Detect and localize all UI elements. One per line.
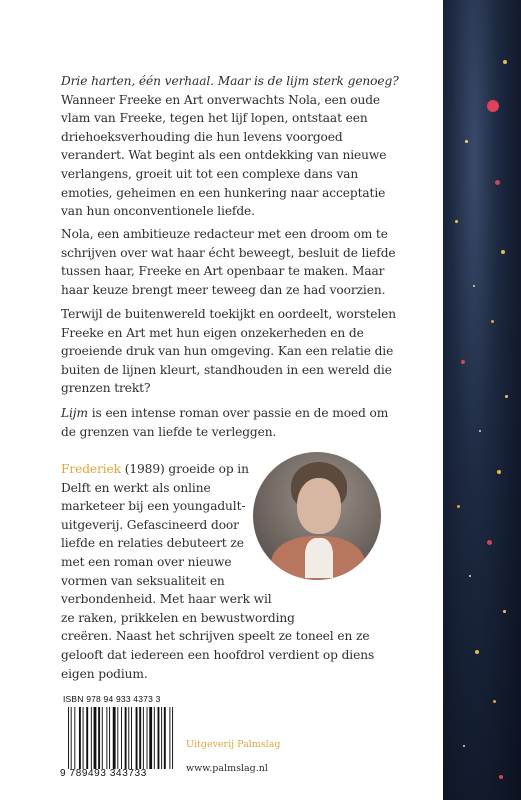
author-bio-line: eigen podium. <box>61 666 148 681</box>
blurb-line: verlangens, groeit uit tot een complexe dans van <box>61 166 359 181</box>
barcode-bars <box>68 707 177 769</box>
blurb-line: driehoeksverhouding die hun levens voorgoed <box>61 129 343 144</box>
author-bio-line: uitgeverij. Gefascineerd door <box>61 517 239 532</box>
author-bio-line: liefde en relaties debuteert ze <box>61 536 244 551</box>
blurb-text: is een intense roman over passie en de moed om <box>87 406 389 420</box>
blurb-line: grenzen trekt? <box>61 381 151 396</box>
blurb-line: buiten de lijnen kleurt, standhouden in een wereld die <box>61 362 392 377</box>
author-bio-line: met een roman over nieuwe <box>61 554 232 569</box>
author-name: Frederiek <box>61 462 121 476</box>
author-bio-line <box>61 460 397 479</box>
blurb-line: Terwijl de buitenwereld toekijkt en oordeelt, worstelen <box>61 307 397 321</box>
isbn-label: ISBN 978 94 933 4373 3 <box>63 694 161 704</box>
blurb-line: groeiende druk van hun omgeving. Kan een relatie die <box>61 344 394 359</box>
blurb-paragraph-2 <box>61 225 397 299</box>
blurb-line: schrijven over wat haar écht beweegt, besluit de liefde <box>61 245 396 260</box>
blurb-line: tussen haar, Freeke en Art openbaar te maken. Maar <box>61 264 385 279</box>
publisher-name: Uitgeverij Palmslag <box>186 739 281 750</box>
blurb-line: Freeke en Art met hun eigen onzekerheden en de <box>61 325 364 340</box>
blurb-line: de grenzen van liefde te verleggen. <box>61 424 277 439</box>
author-bio-text: (1989) groeide op in <box>120 462 249 476</box>
author-bio-line: marketeer bij een youngadult- <box>61 499 246 514</box>
blurb-paragraph-4 <box>61 404 397 441</box>
publisher-website: www.palmslag.nl <box>186 763 268 774</box>
blurb-line <box>61 404 397 423</box>
blurb-paragraph-1 <box>61 72 397 221</box>
author-bio <box>61 460 397 683</box>
isbn-barcode <box>60 694 177 784</box>
blurb-line: haar keuze brengt meer teweeg dan ze had voorzien. <box>61 282 386 297</box>
barcode-digits: 9 789493 343733 <box>60 768 147 779</box>
tagline: Drie harten, één verhaal. Maar is de lijm sterk genoeg? <box>61 74 399 88</box>
author-bio-line: vormen van seksualiteit en <box>61 573 225 588</box>
author-bio-line: ze raken, prikkelen en bewustwording <box>61 610 295 625</box>
blurb-line: emoties, geheimen en een hunkering naar acceptatie <box>61 185 386 200</box>
blurb-line: vlam van Freeke, tegen het lijf lopen, ontstaat een <box>61 111 368 126</box>
blurb-line: verandert. Wat begint als een ontdekking van nieuwe <box>61 148 387 163</box>
blurb-line: Wanneer Freeke en Art onverwachts Nola, een oude <box>61 92 381 107</box>
author-bio-line: Delft en werkt als online <box>61 480 211 495</box>
cover-spine-artwork <box>443 0 521 800</box>
blurb-line: Nola, een ambitieuze redacteur met een droom om te <box>61 227 388 241</box>
blurb-line: van hun onconventionele liefde. <box>61 204 255 219</box>
book-title: Lijm <box>61 406 88 420</box>
blurb-paragraph-3 <box>61 305 397 398</box>
author-bio-line: verbondenheid. Met haar werk wil <box>61 592 272 607</box>
author-bio-line: gelooft dat iedereen een hoofdrol verdient op diens <box>61 647 375 662</box>
author-bio-line: creëren. Naast het schrijven speelt ze toneel en ze <box>61 629 370 644</box>
